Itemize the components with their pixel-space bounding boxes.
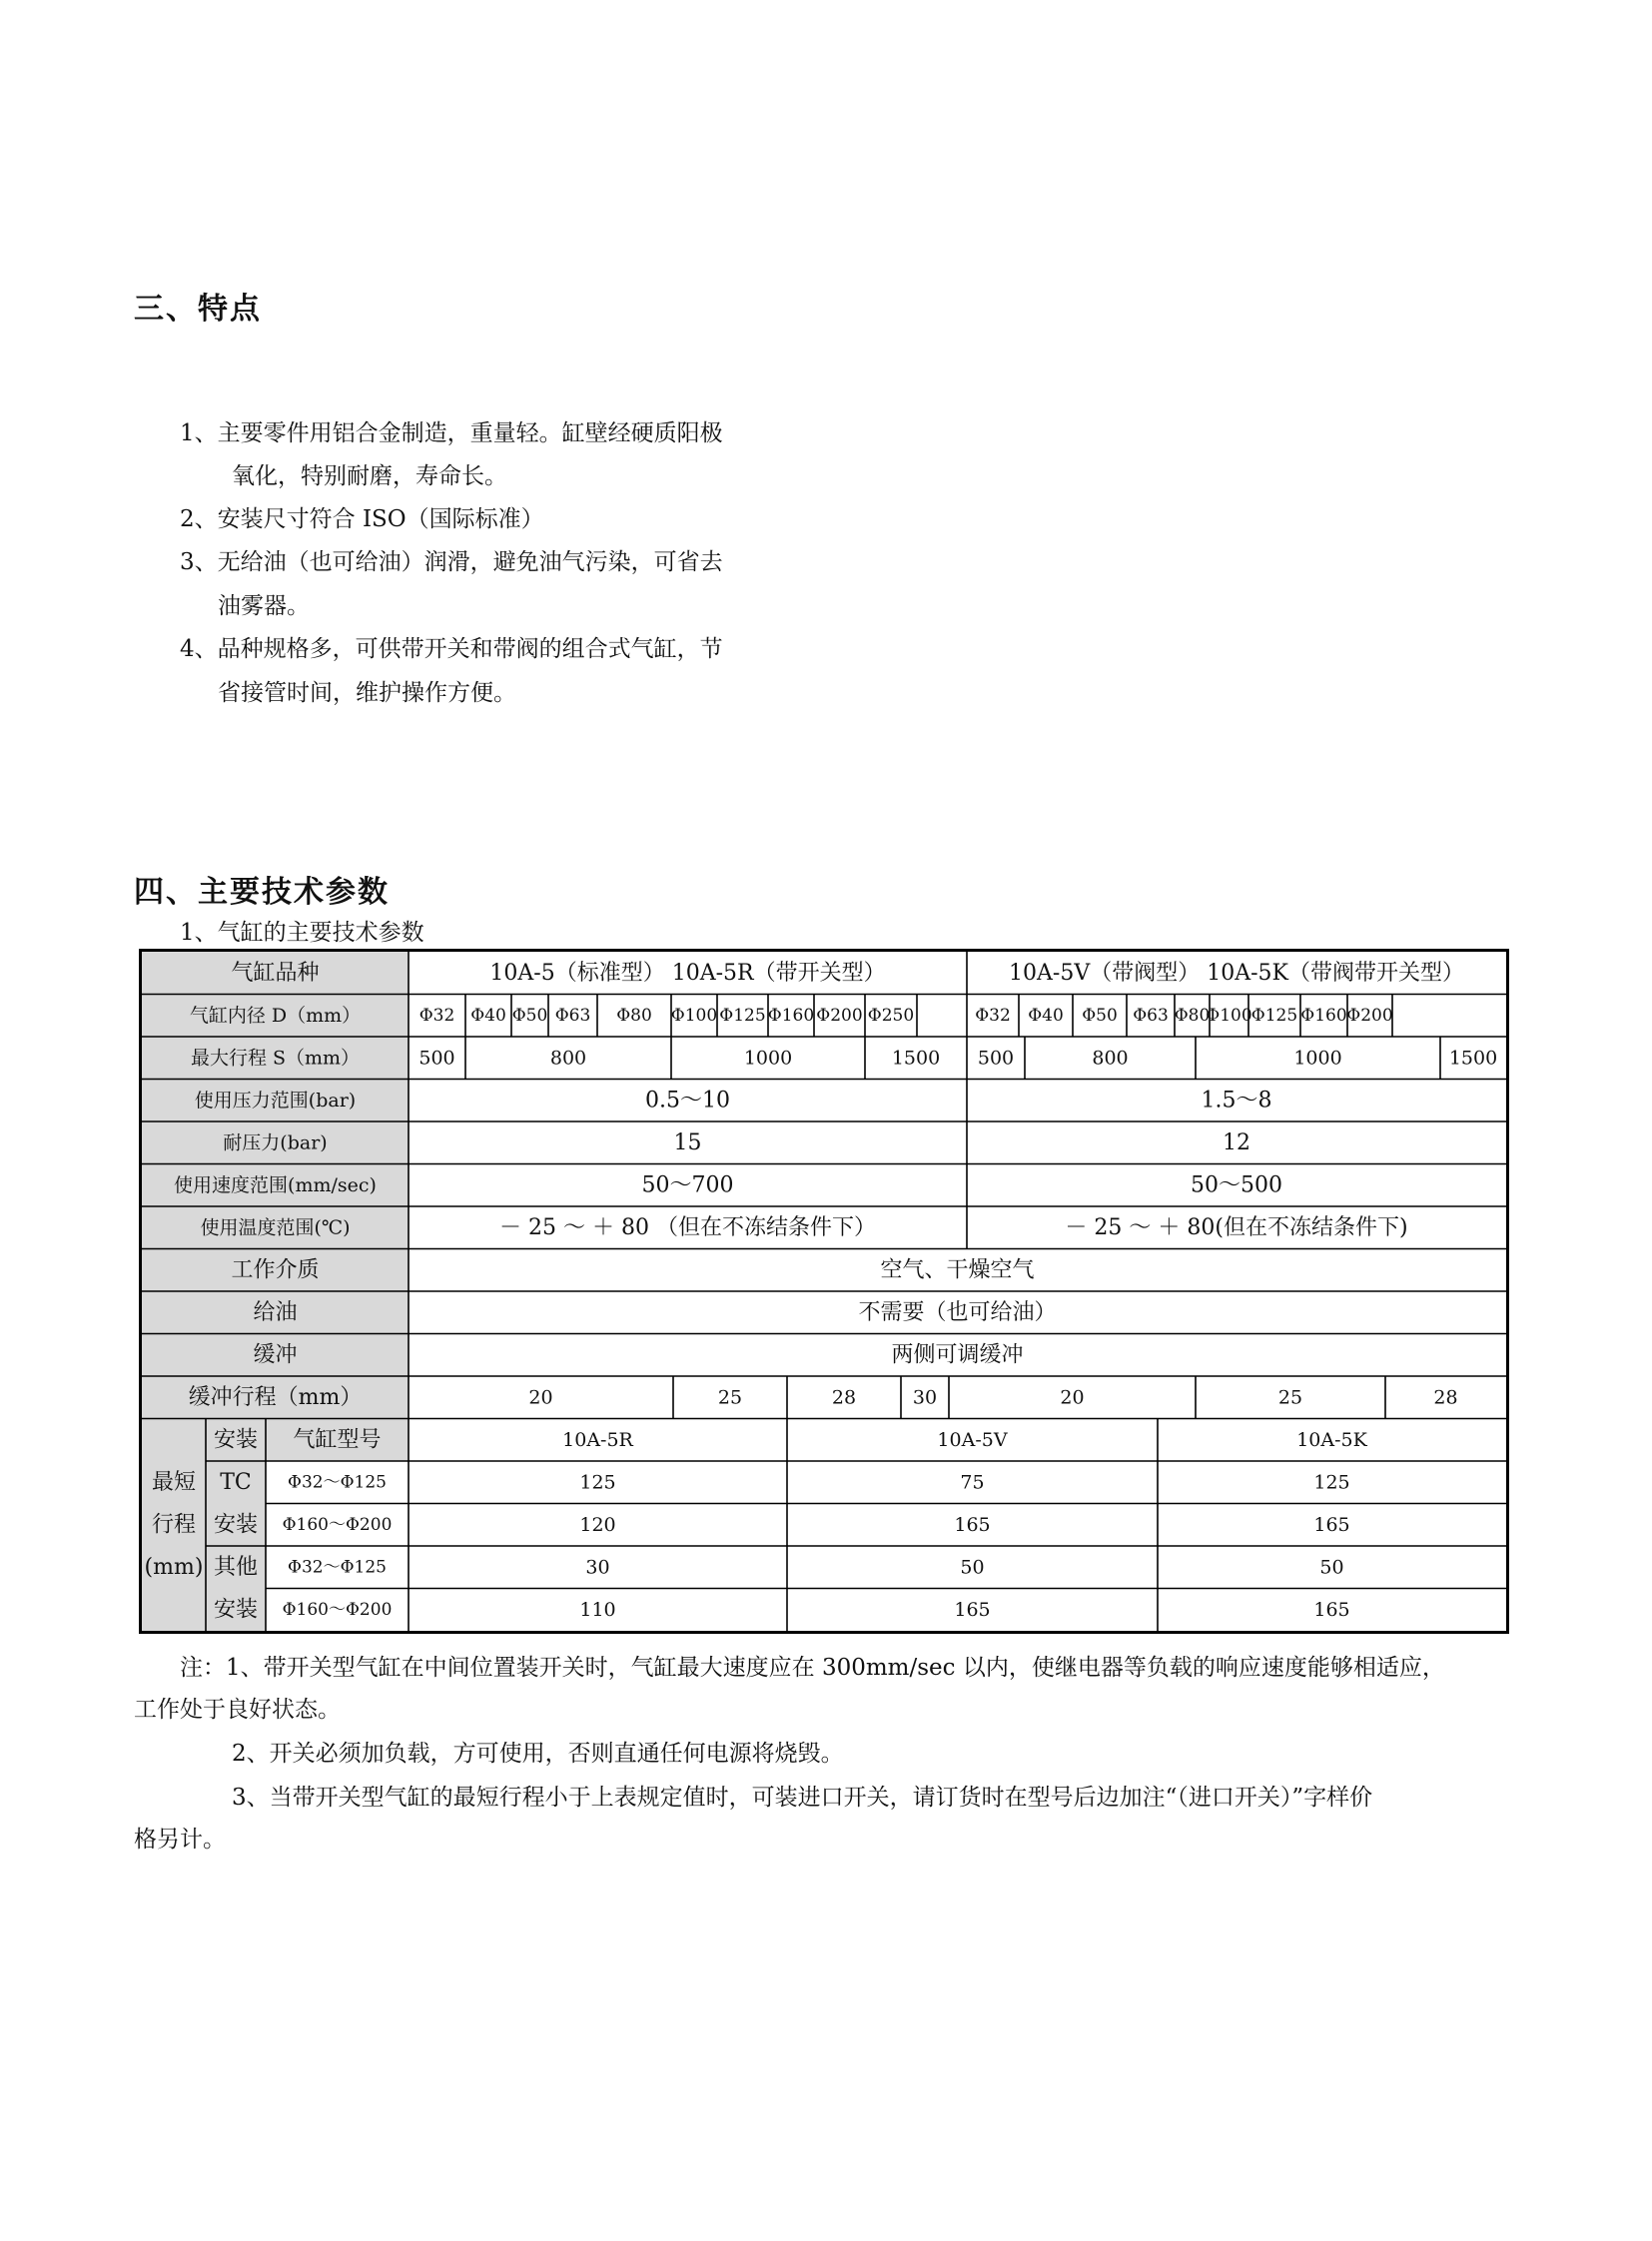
row-label: 气缸内径 D（mm） <box>189 1004 362 1027</box>
min-stroke-value: 165 <box>1313 1598 1350 1621</box>
bore-left: Φ40 <box>470 1005 506 1026</box>
medium-value: 空气、干燥空气 <box>880 1257 1035 1283</box>
cushion-stroke-value: 20 <box>528 1386 553 1409</box>
cushion-value: 两侧可调缓冲 <box>891 1342 1024 1368</box>
bore-left: Φ63 <box>554 1005 591 1026</box>
bore-left: Φ250 <box>867 1005 915 1026</box>
cushion-stroke-value: 25 <box>717 1386 743 1409</box>
min-stroke-value: 165 <box>954 1513 991 1536</box>
bore-right: Φ50 <box>1082 1005 1118 1026</box>
temp-right: － 25 ～ ＋ 80(但在不冻结条件下) <box>1065 1214 1408 1240</box>
model-name: 10A-5R <box>562 1428 633 1451</box>
cushion-stroke-value: 20 <box>1060 1386 1085 1409</box>
bore-left: Φ32 <box>418 1005 455 1026</box>
bore-left: Φ200 <box>816 1005 863 1026</box>
stroke-right: 500 <box>977 1047 1015 1070</box>
note-2: 2、开关必须加负载，方可使用，否则直通任何电源将烧毁。 <box>232 1741 844 1767</box>
row-label: 工作介质 <box>231 1257 320 1283</box>
row-label: 给油 <box>253 1299 298 1325</box>
mount-label: 其他 <box>213 1554 259 1580</box>
model-header: 气缸型号 <box>293 1427 382 1453</box>
section4-title: 四、主要技术参数 <box>134 875 390 910</box>
min-stroke-value: 75 <box>960 1471 985 1494</box>
row-label: 最大行程 S（mm） <box>190 1047 361 1070</box>
bore-left: Φ80 <box>616 1005 652 1026</box>
min-stroke-value: 125 <box>1313 1471 1350 1494</box>
pressure-right: 1.5～8 <box>1201 1088 1272 1114</box>
stroke-left: 500 <box>418 1047 455 1070</box>
proof-left: 15 <box>673 1129 702 1155</box>
model-name: 10A-5K <box>1296 1428 1367 1451</box>
mount-label: 安装 <box>213 1512 259 1538</box>
proof-right: 12 <box>1223 1129 1250 1155</box>
note-1b: 工作处于良好状态。 <box>134 1697 341 1723</box>
section3-title: 三、特点 <box>134 292 262 327</box>
bore-right: Φ63 <box>1133 1005 1169 1026</box>
stroke-right: 1000 <box>1293 1047 1342 1070</box>
note-3: 3、当带开关型气缸的最短行程小于上表规定值时，可装进口开关，请订货时在型号后边加注“（进口开关）”字样价 <box>232 1785 1373 1811</box>
mount-label: 安装 <box>213 1427 259 1453</box>
bore-right: Φ200 <box>1346 1005 1393 1026</box>
temp-left: － 25 ～ ＋ 80 （但在不冻结条件下） <box>499 1214 876 1240</box>
bore-right: Φ80 <box>1174 1005 1211 1026</box>
bore-right: Φ32 <box>975 1005 1011 1026</box>
speed-left: 50～700 <box>641 1172 734 1198</box>
min-stroke-value: 30 <box>585 1556 610 1579</box>
bore-right: Φ40 <box>1028 1005 1064 1026</box>
min-stroke-side-label: (mm) <box>144 1554 204 1580</box>
model-name: 10A-5V <box>937 1428 1008 1451</box>
row-label: 缓冲行程（mm） <box>188 1384 363 1410</box>
speed-right: 50～500 <box>1191 1172 1282 1198</box>
cushion-stroke-value: 28 <box>831 1386 857 1409</box>
bore-right: Φ125 <box>1250 1005 1298 1026</box>
min-stroke-value: 125 <box>579 1471 616 1494</box>
stroke-left: 800 <box>549 1047 587 1070</box>
row-label: 气缸品种 <box>231 960 320 986</box>
min-stroke-value: 50 <box>1319 1556 1344 1579</box>
mount-label: TC <box>220 1469 252 1495</box>
mount-label: 安装 <box>213 1597 259 1623</box>
spec-table <box>139 949 1509 1634</box>
min-stroke-value: 165 <box>954 1598 991 1621</box>
pressure-left: 0.5～10 <box>645 1088 730 1114</box>
min-stroke-value: 165 <box>1313 1513 1350 1536</box>
section4-subtitle: 1、气缸的主要技术参数 <box>180 920 424 946</box>
feature-line-4: 4、品种规格多，可供带开关和带阀的组合式气缸，节 <box>180 636 723 662</box>
bore-left: Φ125 <box>719 1005 766 1026</box>
stroke-right: 1500 <box>1448 1047 1498 1070</box>
note-1: 注：1、带开关型气缸在中间位置装开关时，气缸最大速度应在 300mm/sec 以内，使继电器等负载的响应速度能够相适应， <box>180 1655 1445 1681</box>
types-left: 10A-5（标准型） 10A-5R（带开关型） <box>489 960 886 986</box>
bore-left: Φ100 <box>670 1005 718 1026</box>
row-label: 使用温度范围(℃) <box>200 1216 351 1239</box>
row-label: 缓冲 <box>253 1342 298 1368</box>
bore-right: Φ100 <box>1206 1005 1252 1026</box>
stroke-left: 1500 <box>891 1047 941 1070</box>
min-stroke-value: 110 <box>579 1598 616 1621</box>
min-stroke-bore: Φ160～Φ200 <box>282 1599 393 1620</box>
feature-line-1: 1、主要零件用铝合金制造，重量轻。缸壁经硬质阳极 <box>180 420 723 446</box>
feature-line-3: 3、无给油（也可给油）润滑，避免油气污染，可省去 <box>180 549 723 575</box>
cushion-stroke-value: 25 <box>1277 1386 1303 1409</box>
spec-table-grid <box>142 952 1506 1631</box>
bore-left: Φ50 <box>511 1005 548 1026</box>
bore-left: Φ160 <box>767 1005 815 1026</box>
cushion-stroke-value: 30 <box>912 1386 938 1409</box>
min-stroke-bore: Φ32～Φ125 <box>288 1472 387 1493</box>
feature-line-3b: 油雾器。 <box>218 593 310 619</box>
feature-line-1b: 氧化，特别耐磨，寿命长。 <box>232 463 507 489</box>
min-stroke-value: 50 <box>960 1556 985 1579</box>
min-stroke-side-label: 行程 <box>151 1512 197 1538</box>
row-label: 耐压力(bar) <box>223 1131 328 1154</box>
feature-line-4b: 省接管时间，维护操作方便。 <box>218 680 516 706</box>
min-stroke-value: 120 <box>579 1513 616 1536</box>
types-right: 10A-5V（带阀型） 10A-5K（带阀带开关型） <box>1009 960 1464 986</box>
min-stroke-bore: Φ160～Φ200 <box>282 1514 393 1535</box>
note-3b: 格另计。 <box>134 1827 226 1853</box>
stroke-left: 1000 <box>743 1047 793 1070</box>
oil-value: 不需要（也可给油） <box>858 1299 1057 1325</box>
feature-line-2: 2、安装尺寸符合 ISO（国际标准） <box>180 506 544 532</box>
stroke-right: 800 <box>1092 1047 1129 1070</box>
row-label: 使用速度范围(mm/sec) <box>174 1173 377 1196</box>
cushion-stroke-value: 28 <box>1433 1386 1458 1409</box>
row-label: 使用压力范围(bar) <box>194 1089 357 1112</box>
min-stroke-bore: Φ32～Φ125 <box>288 1557 387 1578</box>
min-stroke-side-label: 最短 <box>151 1469 197 1495</box>
bore-right: Φ160 <box>1300 1005 1347 1026</box>
